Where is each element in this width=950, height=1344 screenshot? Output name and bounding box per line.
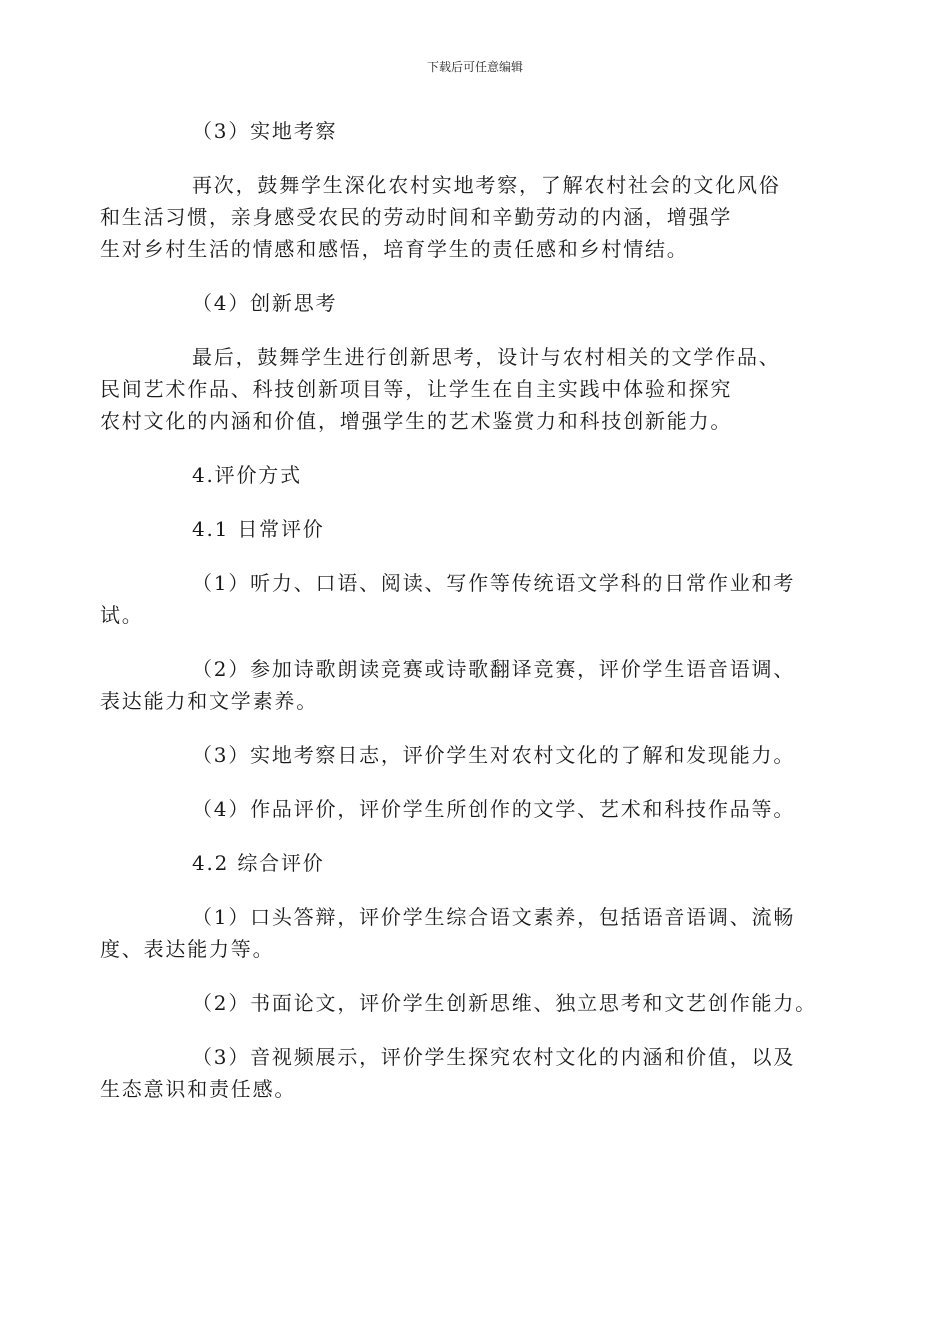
text-line: 农村文化的内涵和价值，增强学生的艺术鉴赏力和科技创新能力。 <box>100 409 733 433</box>
text-line: 表达能力和文学素养。 <box>100 689 318 713</box>
text-line: （1）口头答辩，评价学生综合语文素养，包括语音语调、流畅 <box>192 905 796 929</box>
text-line: 和生活习惯，亲身感受农民的劳动时间和辛勤劳动的内涵，增强学 <box>100 205 733 229</box>
text-line: 最后，鼓舞学生进行创新思考，设计与农村相关的文学作品、 <box>192 345 781 369</box>
text-line: 民间艺术作品、科技创新项目等，让学生在自主实践中体验和探究 <box>100 377 733 401</box>
document-body <box>100 115 817 1127</box>
subsection-title-daily: 4.1 日常评价 <box>192 517 325 541</box>
section-title-evaluation: 4.评价方式 <box>192 463 302 487</box>
text-line: （2）参加诗歌朗读竞赛或诗歌翻译竞赛，评价学生语音语调、 <box>192 657 796 681</box>
subsection-title-comprehensive: 4.2 综合评价 <box>192 851 325 875</box>
text-line: 度、表达能力等。 <box>100 937 275 961</box>
text-line: （2）书面论文，评价学生创新思维、独立思考和文艺创作能力。 <box>192 991 817 1015</box>
text-line: 试。 <box>100 603 144 627</box>
list-item-comp-2 <box>146 987 817 1019</box>
list-item-daily-3 <box>146 739 810 771</box>
section-title-field-study: （3）实地考察 <box>192 119 338 143</box>
text-line: （4）作品评价，评价学生所创作的文学、艺术和科技作品等。 <box>192 797 796 821</box>
text-line: 再次，鼓舞学生深化农村实地考察，了解农村社会的文化风俗 <box>192 173 781 197</box>
list-item-daily-2 <box>100 653 810 717</box>
text-line: 生态意识和责任感。 <box>100 1077 297 1101</box>
paragraph-field-study <box>100 169 810 265</box>
list-item-comp-1 <box>100 901 810 965</box>
text-line: （1）听力、口语、阅读、写作等传统语文学科的日常作业和考 <box>192 571 796 595</box>
section-title-innovation: （4）创新思考 <box>192 291 338 315</box>
list-item-daily-1 <box>100 567 810 631</box>
text-line: （3）音视频展示，评价学生探究农村文化的内涵和价值，以及 <box>192 1045 796 1069</box>
paragraph-innovation <box>100 341 810 437</box>
list-item-comp-3 <box>100 1041 810 1105</box>
list-item-daily-4 <box>146 793 810 825</box>
text-line: 生对乡村生活的情感和感悟，培育学生的责任感和乡村情结。 <box>100 237 689 261</box>
page-header: 下载后可任意编辑 <box>426 60 523 74</box>
text-line: （3）实地考察日志，评价学生对农村文化的了解和发现能力。 <box>192 743 796 767</box>
